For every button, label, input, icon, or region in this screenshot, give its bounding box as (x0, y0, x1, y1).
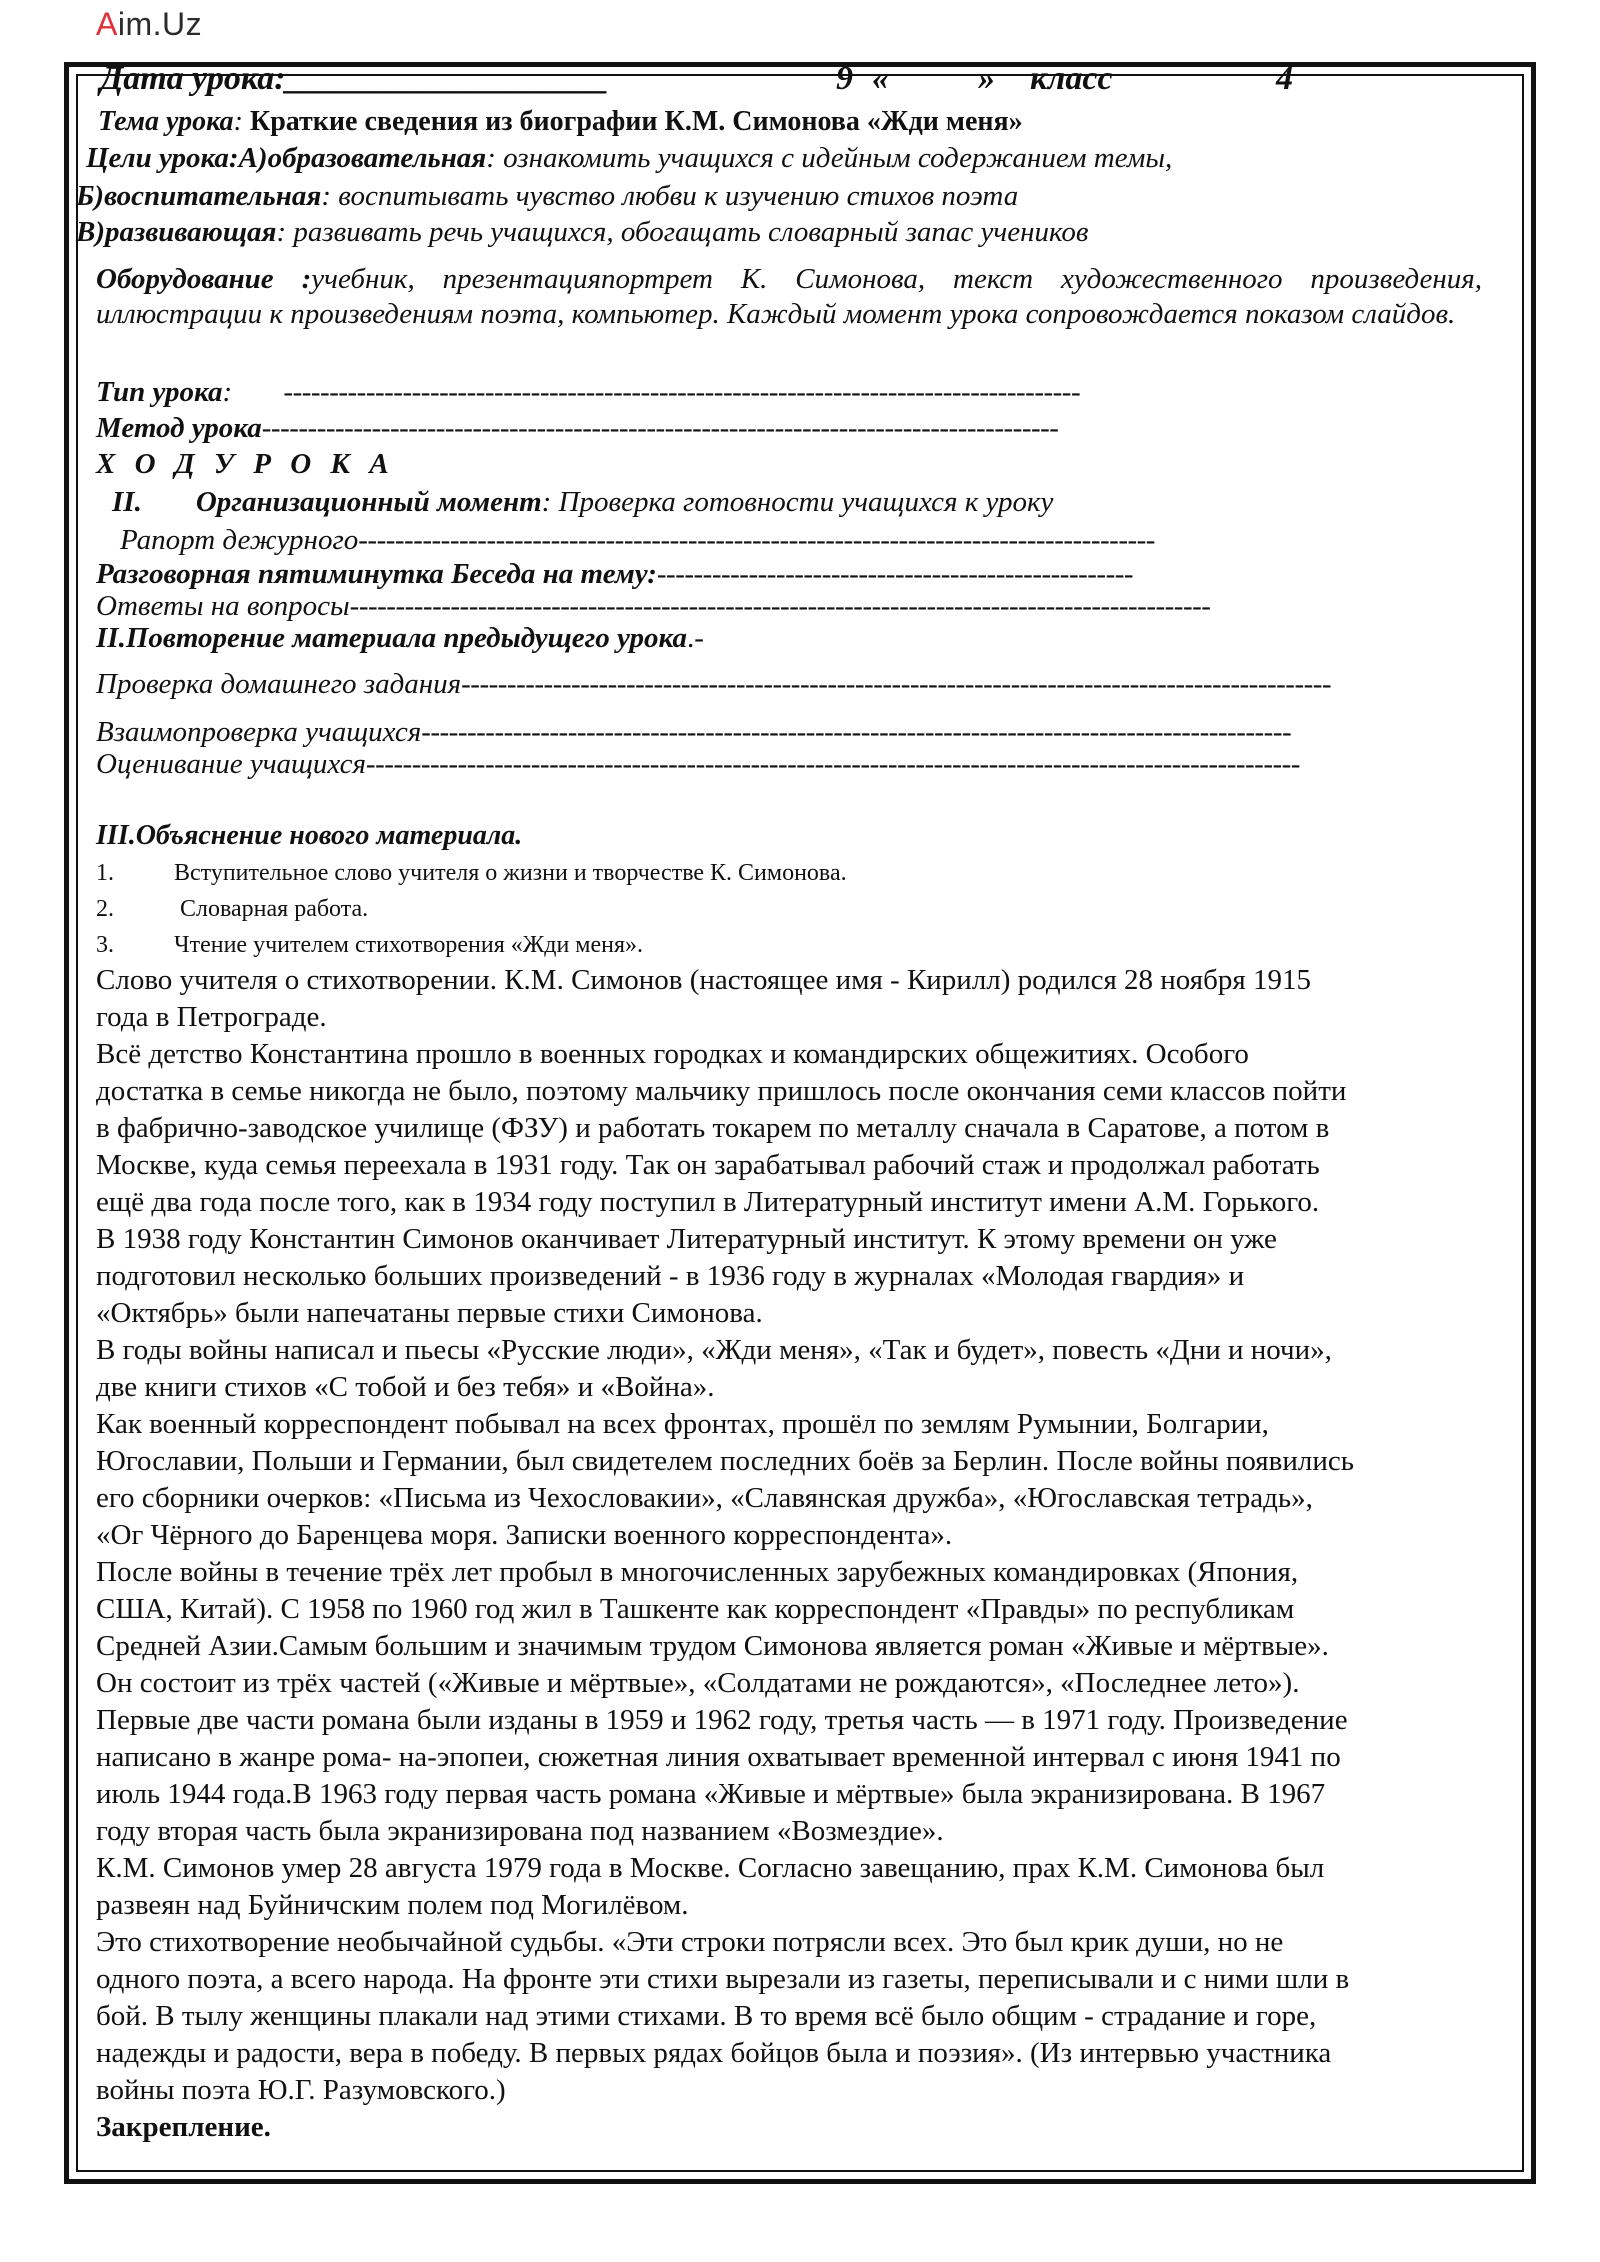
topic-value: Краткие сведения из биографии К.М. Симонова «Жди меня» (249, 106, 1023, 137)
equipment-paragraph (96, 262, 1482, 332)
quote-close: » (978, 60, 995, 97)
quote-open: « (872, 60, 889, 97)
lesson-method-line: Метод урока--------------------------------------------------------------------------------------- (96, 412, 1059, 444)
closing-heading: Закрепление. (96, 2111, 271, 2143)
grading-line: Оценивание учащихся------------------------------------------------------------------------------------------------------ (96, 748, 1300, 780)
text-line: После войны в течение трёх лет пробыл в многочисленных зарубежных командировках (Япония, (96, 1556, 1299, 1588)
goals-label: Цели урока:А)образовательная (86, 142, 487, 174)
text-line: надежды и радости, вера в победу. В первых рядах бойцов была и поэзия». (Из интервью участника (96, 2037, 1332, 2069)
text-line: достатка в семье никогда не было, поэтому мальчику пришлось после окончания семи классов пойти (96, 1075, 1347, 1107)
text-line: В 1938 году Константин Симонов оканчивает Литературный институт. К этому времени он уже (96, 1223, 1277, 1255)
text-line: США, Китай). С 1958 по 1960 год жил в Ташкенте как корреспондент «Правды» по республикам (96, 1593, 1295, 1625)
class-label: класс (1030, 60, 1113, 97)
text-line: «Октябрь» были напечатаны первые стихи Симонова. (96, 1297, 763, 1329)
text-line: две книги стихов «С тобой и без тебя» и «Война». (96, 1371, 715, 1403)
text-line: Средней Азии.Самым большим и значимым трудом Симонова является роман «Живые и мёртвые». (96, 1630, 1329, 1662)
text-line: июль 1944 года.В 1963 году первая часть романа «Живые и мёртвые» была экранизирована. В 1967 (96, 1778, 1326, 1810)
text-line: Первые две части романа были изданы в 1959 и 1962 году, третья часть — в 1971 году. Произведение (96, 1704, 1348, 1736)
goals-line-c: В)развивающая: развивать речь учащихся, обогащать словарный запас учеников (76, 216, 1089, 248)
text-line: бой. В тылу женщины плакали над этими стихами. В то время всё было общим - страдание и горе, (96, 2000, 1317, 2032)
text-line: написано в жанре рома- на-эпопеи, сюжетная линия охватывает временной интервал с июня 1941 по (96, 1741, 1341, 1773)
logo-text: im.Uz (117, 6, 203, 42)
text-line: Он состоит из трёх частей («Живые и мёртвые», «Солдатами не рождаются», «Последнее лето»). (96, 1667, 1300, 1699)
lesson-date-label: Дата урока:___________________ (100, 60, 609, 97)
text-line: В годы войны написал и пьесы «Русские люди», «Жди меня», «Так и будет», повесть «Дни и ночи», (96, 1334, 1332, 1366)
class-number: 9 (836, 60, 853, 97)
homework-check-line: Проверка домашнего задания----------------------------------------------------------------------------------------------- (96, 668, 1332, 700)
topic-label: Тема урока (98, 106, 234, 137)
text-line: Всё детство Константина прошло в военных городках и командирских общежитиях. Особого (96, 1038, 1249, 1070)
text-line: ещё два года после того, как в 1934 году поступил в Литературный институт имени А.М. Горького. (96, 1186, 1320, 1218)
list-item: 2. Словарная работа. (96, 896, 369, 922)
list-item: 3. Чтение учителем стихотворения «Жди меня». (96, 932, 644, 958)
text-line: подготовил несколько больших произведений - в 1936 году в журналах «Молодая гвардия» и (96, 1260, 1245, 1292)
equipment-label: Оборудование : (96, 263, 312, 295)
text-line: К.М. Симонов умер 28 августа 1979 года в Москве. Согласно завещанию, прах К.М. Симонова был (96, 1852, 1325, 1884)
text-line: его сборники очерков: «Письма из Чехословакии», «Славянская дружба», «Югославская тетрадь», (96, 1482, 1313, 1514)
goals-line-a: Цели урока:А)образовательная: ознакомить учащихся с идейным содержанием темы, (86, 142, 1173, 174)
topic-line: Тема урока: Краткие сведения из биографии К.М. Симонова «Жди меня» (98, 106, 1023, 137)
peer-review-line: Взаимопроверка учащихся----------------------------------------------------------------------------------------------- (96, 716, 1292, 748)
biography-text (96, 962, 1506, 2146)
goals-line-b: Б)воспитательная: воспитывать чувство любви к изучению стихов поэта (76, 180, 1019, 212)
list-item: 1. Вступительное слово учителя о жизни и творчестве К. Симонова. (96, 860, 847, 886)
text-line: одного поэта, а всего народа. На фронте эти стихи вырезали из газеты, переписывали и с ними шли в (96, 1963, 1350, 1995)
site-logo (96, 6, 202, 43)
answers-line: Ответы на вопросы---------------------------------------------------------------------------------------------- (96, 590, 1211, 622)
lesson-number: 4 (1276, 60, 1293, 97)
text-line: года в Петрограде. (96, 1001, 327, 1033)
text-line: развеян над Буйничским полем под Могилёвом. (96, 1889, 689, 1921)
text-line: «Ог Чёрного до Баренцева моря. Записки военного корреспондента». (96, 1519, 953, 1551)
text-line: Как военный корреспондент побывал на всех фронтах, прошёл по землям Румынии, Болгарии, (96, 1408, 1269, 1440)
equipment-text: учебник, презентацияпортрет К. Симонова, текст художественного произведения, иллюстрации к произведениям поэта, компьютер. Каждый момент урока сопровождается показом слайдов. (96, 263, 1482, 330)
text-line: году вторая часть была экранизирована под названием «Возмездие». (96, 1815, 944, 1847)
org-moment-line: II. Организационный момент: Проверка готовности учащихся к уроку (112, 486, 1054, 518)
text-line: войны поэта Ю.Г. Разумовского.) (96, 2074, 506, 2106)
warmup-line: Разговорная пятиминутка Беседа на тему:---------------------------------------------------- (96, 558, 1134, 590)
text-line: Это стихотворение необычайной судьбы. «Эти строки потрясли всех. Это был крик души, но не (96, 1926, 1284, 1958)
text-line: Югославии, Польши и Германии, был свидетелем последних боёв за Берлин. После войны появились (96, 1445, 1354, 1477)
review-heading: II.Повторение материала предыдущего урока.- (96, 622, 704, 654)
new-material-heading: III.Объяснение нового материала. (96, 820, 523, 851)
text-line: в фабрично-заводское училище (ФЗУ) и работать токарем по металлу сначала в Саратове, а потом в (96, 1112, 1330, 1144)
duty-report-line: Рапорт дежурного--------------------------------------------------------------------------------------- (120, 524, 1155, 556)
lesson-progress-title: Х О Д У Р О К А (96, 448, 395, 480)
logo-accent: A (96, 6, 118, 42)
text-line: Слово учителя о стихотворении. К.М. Симонов (настоящее имя - Кирилл) родился 28 ноября 1915 (96, 964, 1311, 996)
text-line: Москве, куда семья переехала в 1931 году. Так он зарабатывал рабочий стаж и продолжал работать (96, 1149, 1320, 1181)
lesson-type-line: Тип урока: --------------------------------------------------------------------------------------- (96, 376, 1081, 408)
